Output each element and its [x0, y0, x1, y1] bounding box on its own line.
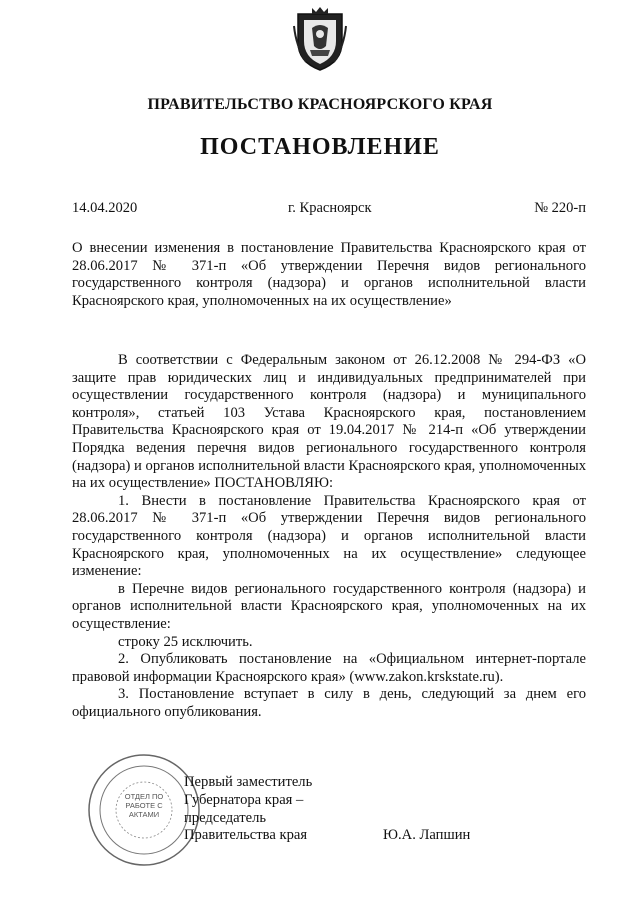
paragraph-item-3: 3. Постановление вступает в силу в день, следующий за днем его официального опубликования.	[72, 686, 586, 720]
signatory-role-line: председатель	[184, 809, 267, 826]
organization-name: ПРАВИТЕЛЬСТВО КРАСНОЯРСКОГО КРАЯ	[147, 96, 493, 113]
document-type: ПОСТАНОВЛЕНИЕ	[200, 134, 440, 160]
signatory-role	[184, 774, 312, 845]
paragraph-preamble: В соответствии с Федеральным законом от 26.12.2008 № 294-ФЗ «О защите прав юридических лиц и индивидуальных предпринимателей при осуществлении государственного контроля (надзора) и муниципального контроля», статьей 103 Устава Красноярского края, постановлением Правительства Красноярского края от 19.04.2017 № 214-п «Об утверждении Порядка ведения перечня видов регионального государственного контроля (надзора) и органов исполнительной власти Красноярского края, уполномоченных на их осуществление» ПОСТАНОВЛЯЮ:	[72, 352, 586, 492]
document-city: г. Красноярск	[288, 200, 372, 216]
signatory-role-line: Первый заместитель	[184, 774, 313, 790]
coat-of-arms-icon	[292, 6, 348, 72]
seal-text: ОТДЕЛ ПО РАБОТЕ С АКТАМИ	[124, 792, 164, 819]
document-body	[72, 352, 586, 721]
paragraph-item-1-detail: в Перечне видов регионального государственного контроля (надзора) и органов исполнительной власти Красноярского края, уполномоченных на их осуществление:	[72, 580, 586, 632]
document-title: О внесении изменения в постановление Правительства Красноярского края от 28.06.2017 № 371-п «Об утверждении Перечня видов регионального государственного контроля (надзора) и органов исполнительной власти Красноярского края, уполномоченных на их осуществление»	[72, 240, 586, 309]
document-date: 14.04.2020	[72, 200, 138, 216]
paragraph-item-1-change: строку 25 исключить.	[118, 633, 253, 650]
paragraph-item-2: 2. Опубликовать постановление на «Официальном интернет-портале правовой информации Красноярского края» (www.zakon.krskstate.ru).	[72, 651, 586, 685]
paragraph-item-1: 1. Внести в постановление Правительства Красноярского края от 28.06.2017 № 371-п «Об утверждении Перечня видов регионального государственного контроля (надзора) и органов исполнительной власти Красноярского края, уполномоченных на их осуществление» следующее изменение:	[72, 492, 586, 580]
signatory-role-line: Правительства края	[184, 827, 308, 844]
document-number: № 220-п	[534, 200, 586, 216]
signatory-name: Ю.А. Лапшин	[383, 827, 471, 843]
signatory-role-line: Губернатора края –	[184, 791, 304, 808]
